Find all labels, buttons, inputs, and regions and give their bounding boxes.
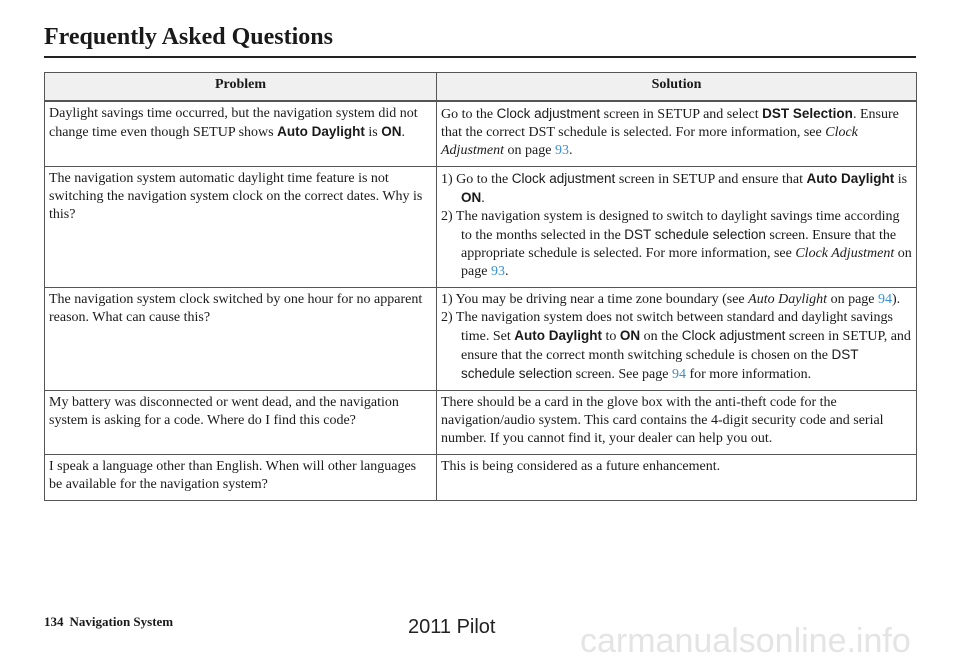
ui-term: DST schedule selection	[624, 227, 766, 242]
faq-table	[44, 72, 917, 501]
ui-term: ON	[381, 124, 402, 139]
solution-text: screen in SETUP and ensure that	[615, 172, 807, 187]
ui-term: Auto Daylight	[277, 124, 365, 139]
ui-term: Clock adjustment	[496, 106, 601, 121]
solution-text: .	[481, 191, 485, 206]
solution-text: screen in SETUP, and ensure that the correct month switching schedule is chosen on the	[461, 329, 911, 363]
table-row	[45, 391, 917, 455]
page-link[interactable]: 93	[554, 143, 569, 158]
table-row	[45, 455, 917, 501]
problem-text: Daylight savings time occurred, but the navigation system did not change time even though SETUP shows	[49, 106, 418, 140]
solution-text: 2) The navigation system is designed to switch to daylight savings time according to the months selected in the	[441, 209, 900, 243]
page-link[interactable]: 94	[671, 367, 686, 382]
solution-text: is	[894, 172, 908, 187]
ui-term: Auto Daylight	[806, 171, 895, 186]
watermark-site: carmanualsonline.info	[580, 622, 911, 660]
solution-text: on the	[640, 329, 682, 344]
solution-text: screen. Ensure that the appropriate schedule is selected. For more information, see	[461, 228, 897, 261]
table-row	[45, 167, 917, 288]
solution-text: on page	[461, 246, 912, 279]
problem-text: .	[401, 125, 405, 140]
problem-cell: My battery was disconnected or went dead, and the navigation system is asking for a code. Where do I find this code?	[45, 391, 437, 455]
page-link[interactable]: 93	[490, 264, 505, 279]
problem-cell: The navigation system clock switched by one hour for no apparent reason. What can cause this?	[45, 288, 437, 391]
ui-term: ON	[461, 190, 482, 205]
ui-term: Auto Daylight	[514, 328, 603, 343]
solution-text: screen in SETUP and select	[600, 107, 763, 122]
header-solution: Solution	[437, 73, 917, 102]
solution-text: screen. See page	[572, 367, 672, 382]
solution-text: on page	[827, 292, 879, 307]
problem-cell	[45, 101, 437, 167]
problem-cell: The navigation system automatic daylight time feature is not switching the navigation system clock on the correct dates. Why is this?	[45, 167, 437, 288]
solution-text: 1) Go to the	[441, 172, 512, 187]
solution-cell: This is being considered as a future enhancement.	[437, 455, 917, 501]
solution-step	[441, 309, 912, 384]
reference-title: Clock Adjustment	[795, 246, 895, 261]
page-title: Frequently Asked Questions	[44, 24, 333, 50]
page-footer	[44, 614, 173, 630]
solution-text: 1) You may be driving near a time zone boundary (see	[441, 292, 749, 307]
solution-step	[441, 208, 912, 281]
ui-term: DST Selection	[762, 106, 853, 121]
solution-text: Go to the	[441, 107, 497, 122]
table-header-row	[45, 73, 917, 102]
reference-title: Auto Daylight	[748, 292, 828, 307]
solution-cell	[437, 288, 917, 391]
solution-text: . Ensure that the correct DST schedule is selected. For more information, see	[441, 107, 899, 140]
problem-text: is	[364, 125, 382, 140]
solution-step	[441, 170, 912, 208]
table-row	[45, 288, 917, 391]
solution-text: .	[568, 143, 573, 158]
solution-text: on page	[504, 143, 555, 158]
solution-text: for more information.	[685, 367, 812, 382]
footer-section: Navigation System	[69, 614, 174, 629]
header-problem: Problem	[45, 73, 437, 102]
table-row	[45, 101, 917, 167]
solution-cell	[437, 101, 917, 167]
solution-cell	[437, 167, 917, 288]
ui-term: Clock adjustment	[681, 328, 786, 343]
solution-cell: There should be a card in the glove box with the anti-theft code for the navigation/audio system. This card contains the 4-digit security code and serial number. If you cannot find it, your dealer can help you out.	[437, 391, 917, 455]
problem-cell: I speak a language other than English. When will other languages be available for the navigation system?	[45, 455, 437, 501]
solution-text: to	[602, 329, 620, 344]
solution-text: ).	[892, 292, 901, 307]
page-link[interactable]: 94	[878, 292, 893, 307]
ui-term: Clock adjustment	[511, 171, 616, 186]
reference-title: Clock Adjustment	[441, 125, 858, 158]
ui-term: DST schedule selection	[461, 347, 859, 381]
title-rule	[44, 56, 916, 58]
watermark-model: 2011 Pilot	[408, 616, 496, 638]
solution-text: 2) The navigation system does not switch between standard and daylight savings time. Set	[441, 310, 893, 344]
ui-term: ON	[619, 328, 641, 343]
solution-text: .	[504, 264, 509, 279]
solution-step	[441, 291, 912, 309]
page-number: 134	[44, 614, 64, 629]
